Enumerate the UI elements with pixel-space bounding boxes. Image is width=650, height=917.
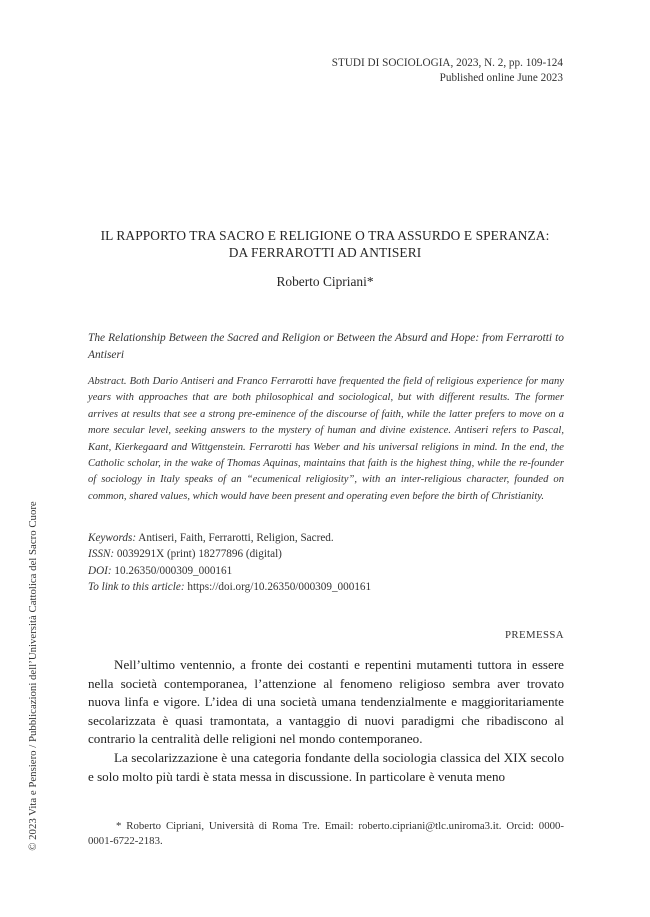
article-title-line-1: IL RAPPORTO TRA SACRO E RELIGIONE O TRA ASSURDO E SPERANZA: <box>100 228 550 243</box>
issn-label: ISSN: <box>88 548 115 561</box>
journal-citation: STUDI DI SOCIOLOGIA, 2023, N. 2, pp. 109-124 <box>331 57 563 69</box>
abstract: Abstract. Both Dario Antiseri and Franco Ferrarotti have frequented the field of religious experience for many years with approaches that are both philosophical and sociological, but with different results. The former arrives at results that see a strong pre-eminence of the discourse of faith, while the latter prefers to move on a more secular level, seeking answers to the mystery of human and divine existence. Antiseri refers to Pascal, Kant, Kierkegaard and Wittgenstein. Ferrarotti has Weber and his universal religions in mind. In the end, the Catholic scholar, in the wake of Thomas Aquinas, maintains that faith is the highest thing, while the re-founder of sociology in Italy speaks of an “ecumenical religiosity”, with an inter-religious character, founded on common, shared values, which would have been present and operating even before the birth of Christianity. <box>88 376 564 502</box>
journal-header <box>332 56 563 86</box>
article-link-url[interactable]: https://doi.org/10.26350/000309_000161 <box>187 581 372 594</box>
doi-value: 10.26350/000309_000161 <box>114 564 233 577</box>
article-link-line <box>88 579 564 595</box>
issn-line <box>88 546 564 562</box>
author-name: Roberto Cipriani* <box>276 274 374 289</box>
doi-line <box>88 563 564 579</box>
keywords-label: Keywords: <box>88 532 137 544</box>
keywords-value: Antiseri, Faith, Ferrarotti, Religion, Sacred. <box>138 532 334 544</box>
copyright-sidebar <box>26 484 40 868</box>
body-paragraph-1: Nell’ultimo ventennio, a fronte dei costanti e repentini mutamenti tuttora in essere nella società contemporanea, l’attenzione al fenomeno religioso sembra aver trovato nuova linfa e vigore. L’idea di una società umana tendenzialmente e maggioritariamente secolarizzata è quasi tramontata, a vantaggio di nuovi paradigmi che ribadiscono al contrario la centralità delle religioni nel mondo contemporaneo. <box>88 657 564 747</box>
copyright-text: © 2023 Vita e Pensiero / Pubblicazioni dell’Università Cattolica del Sacro Cuore <box>27 501 39 851</box>
english-title: The Relationship Between the Sacred and Religion or Between the Absurd and Hope: from Ferrarotti to Antiseri <box>88 332 564 361</box>
body-paragraph-2: La secolarizzazione è una categoria fondante della sociologia classica del XIX secolo e solo molto più tardi è stata messa in discussione. In particolare è venuta meno <box>88 749 564 784</box>
section-heading: PREMESSA <box>504 629 564 641</box>
article-link-label: To link to this article: <box>88 581 185 594</box>
publication-date: Published online June 2023 <box>439 72 563 84</box>
article-metadata <box>88 530 564 596</box>
article-title-line-2: DA FERRAROTTI AD ANTISERI <box>228 245 422 260</box>
body-text <box>88 656 564 786</box>
article-title <box>80 227 570 261</box>
issn-value: 0039291X (print) 18277896 (digital) <box>116 548 282 561</box>
doi-label: DOI: <box>88 564 112 577</box>
author-footnote: * Roberto Cipriani, Università di Roma Tre. Email: roberto.cipriani@tlc.uniroma3.it. Orcid: 0000-0001-6722-2183. <box>88 820 564 847</box>
keywords-line <box>88 530 564 546</box>
